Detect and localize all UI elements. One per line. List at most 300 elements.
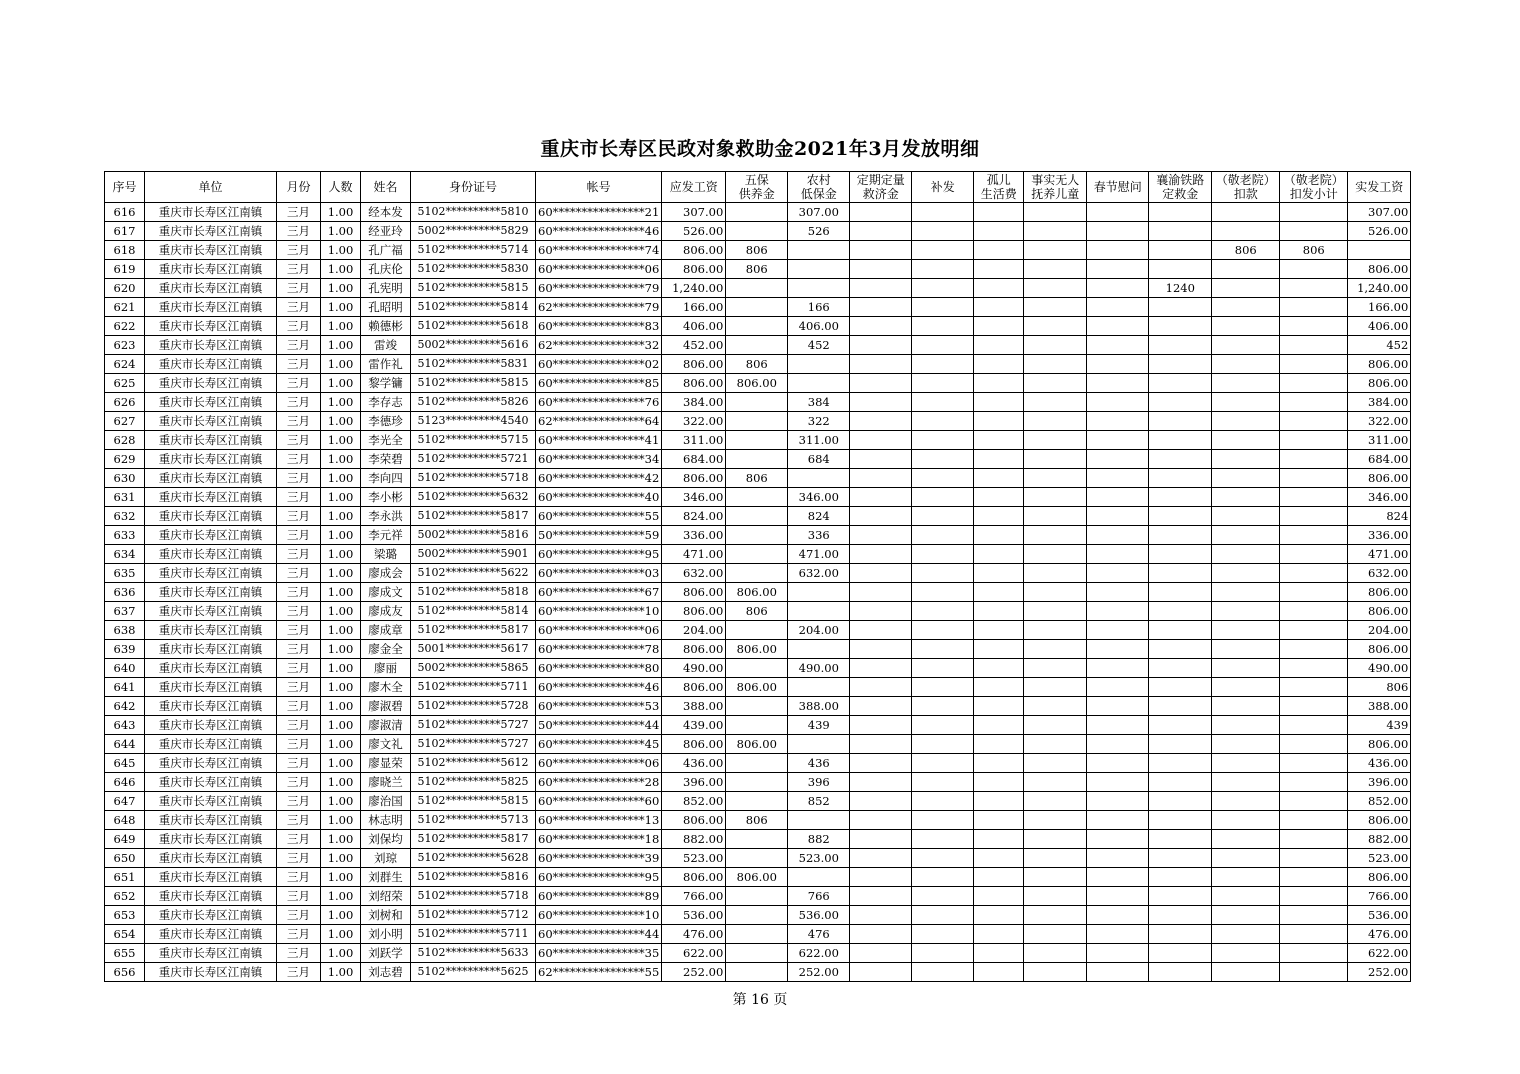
- cell-guer: [974, 906, 1024, 925]
- cell-id-number: 5102**********5826: [411, 393, 536, 412]
- cell-guer: [974, 260, 1024, 279]
- cell-dibao: [788, 868, 850, 887]
- column-header-xiangyu: 襄渝铁路 定救金: [1149, 172, 1212, 203]
- cell-shishi: [1024, 868, 1087, 887]
- cell-dingqi: [850, 868, 912, 887]
- cell-dibao: 439: [788, 716, 850, 735]
- cell-wubao: [726, 336, 788, 355]
- column-header-wubao: 五保 供养金: [726, 172, 788, 203]
- cell-xiangyu: [1149, 773, 1212, 792]
- cell-payable: 322.00: [662, 412, 726, 431]
- cell-id-number: 5102**********5814: [411, 298, 536, 317]
- cell-actual: 806.00: [1348, 374, 1411, 393]
- cell-actual: 452: [1348, 336, 1411, 355]
- cell-unit: 重庆市长寿区江南镇: [145, 203, 277, 222]
- cell-wubao: [726, 526, 788, 545]
- cell-shishi: [1024, 393, 1087, 412]
- cell-name: 雷竣: [361, 336, 411, 355]
- cell-dibao: 452: [788, 336, 850, 355]
- cell-bufa: [912, 298, 974, 317]
- cell-shishi: [1024, 640, 1087, 659]
- cell-deduct-subtotal: [1280, 735, 1348, 754]
- cell-deduct: [1212, 640, 1280, 659]
- cell-dingqi: [850, 317, 912, 336]
- cell-count: 1.00: [321, 317, 361, 336]
- cell-index: 630: [105, 469, 145, 488]
- cell-payable: 806.00: [662, 602, 726, 621]
- cell-name: 李小彬: [361, 488, 411, 507]
- cell-actual: 204.00: [1348, 621, 1411, 640]
- table-row: [105, 640, 1411, 659]
- cell-dingqi: [850, 906, 912, 925]
- cell-guer: [974, 659, 1024, 678]
- cell-count: 1.00: [321, 222, 361, 241]
- cell-dingqi: [850, 203, 912, 222]
- column-header-name: 姓名: [361, 172, 411, 203]
- payment-table: [104, 171, 1411, 982]
- cell-xiangyu: [1149, 944, 1212, 963]
- cell-account: 60****************06: [536, 260, 662, 279]
- cell-wubao: [726, 222, 788, 241]
- cell-bufa: [912, 887, 974, 906]
- cell-chunjie: [1087, 621, 1149, 640]
- cell-count: 1.00: [321, 393, 361, 412]
- cell-name: 李德珍: [361, 412, 411, 431]
- cell-unit: 重庆市长寿区江南镇: [145, 887, 277, 906]
- cell-actual: 1,240.00: [1348, 279, 1411, 298]
- cell-dibao: 388.00: [788, 697, 850, 716]
- cell-dingqi: [850, 621, 912, 640]
- cell-id-number: 5002**********5829: [411, 222, 536, 241]
- cell-wubao: [726, 659, 788, 678]
- cell-month: 三月: [277, 716, 321, 735]
- cell-deduct: [1212, 545, 1280, 564]
- cell-index: 633: [105, 526, 145, 545]
- cell-name: 林志明: [361, 811, 411, 830]
- cell-chunjie: [1087, 412, 1149, 431]
- cell-bufa: [912, 203, 974, 222]
- cell-deduct: [1212, 887, 1280, 906]
- cell-guer: [974, 697, 1024, 716]
- cell-payable: 622.00: [662, 944, 726, 963]
- cell-deduct: [1212, 659, 1280, 678]
- cell-month: 三月: [277, 735, 321, 754]
- cell-count: 1.00: [321, 697, 361, 716]
- cell-id-number: 5002**********5901: [411, 545, 536, 564]
- cell-deduct: [1212, 336, 1280, 355]
- cell-shishi: [1024, 412, 1087, 431]
- table-row: [105, 222, 1411, 241]
- cell-unit: 重庆市长寿区江南镇: [145, 298, 277, 317]
- cell-bufa: [912, 754, 974, 773]
- cell-month: 三月: [277, 450, 321, 469]
- document-title: 重庆市长寿区民政对象救助金2021年3月发放明细: [540, 138, 980, 160]
- cell-bufa: [912, 583, 974, 602]
- cell-unit: 重庆市长寿区江南镇: [145, 830, 277, 849]
- cell-month: 三月: [277, 887, 321, 906]
- cell-deduct-subtotal: [1280, 412, 1348, 431]
- cell-guer: [974, 602, 1024, 621]
- cell-count: 1.00: [321, 431, 361, 450]
- cell-guer: [974, 830, 1024, 849]
- cell-dingqi: [850, 222, 912, 241]
- cell-bufa: [912, 241, 974, 260]
- cell-deduct: [1212, 830, 1280, 849]
- cell-unit: 重庆市长寿区江南镇: [145, 241, 277, 260]
- cell-index: 640: [105, 659, 145, 678]
- cell-guer: [974, 583, 1024, 602]
- cell-unit: 重庆市长寿区江南镇: [145, 260, 277, 279]
- cell-unit: 重庆市长寿区江南镇: [145, 469, 277, 488]
- cell-deduct-subtotal: [1280, 602, 1348, 621]
- cell-unit: 重庆市长寿区江南镇: [145, 355, 277, 374]
- cell-shishi: [1024, 222, 1087, 241]
- cell-guer: [974, 754, 1024, 773]
- cell-bufa: [912, 944, 974, 963]
- cell-month: 三月: [277, 374, 321, 393]
- cell-dingqi: [850, 336, 912, 355]
- cell-name: 廖治国: [361, 792, 411, 811]
- cell-chunjie: [1087, 659, 1149, 678]
- cell-bufa: [912, 336, 974, 355]
- table-body: [105, 203, 1411, 982]
- cell-index: 638: [105, 621, 145, 640]
- cell-month: 三月: [277, 526, 321, 545]
- cell-index: 627: [105, 412, 145, 431]
- cell-name: 廖晓兰: [361, 773, 411, 792]
- cell-actual: 622.00: [1348, 944, 1411, 963]
- cell-unit: 重庆市长寿区江南镇: [145, 906, 277, 925]
- cell-chunjie: [1087, 431, 1149, 450]
- cell-wubao: 806.00: [726, 868, 788, 887]
- cell-guer: [974, 716, 1024, 735]
- cell-index: 642: [105, 697, 145, 716]
- cell-deduct: [1212, 488, 1280, 507]
- column-header-bufa: 补发: [912, 172, 974, 203]
- cell-name: 李存志: [361, 393, 411, 412]
- cell-name: 廖淑碧: [361, 697, 411, 716]
- cell-xiangyu: [1149, 526, 1212, 545]
- cell-index: 631: [105, 488, 145, 507]
- cell-bufa: [912, 640, 974, 659]
- cell-index: 641: [105, 678, 145, 697]
- table-row: [105, 621, 1411, 640]
- cell-id-number: 5102**********5618: [411, 317, 536, 336]
- table-row: [105, 203, 1411, 222]
- cell-actual: 806.00: [1348, 640, 1411, 659]
- cell-chunjie: [1087, 222, 1149, 241]
- cell-dibao: 476: [788, 925, 850, 944]
- cell-index: 625: [105, 374, 145, 393]
- cell-deduct-subtotal: [1280, 564, 1348, 583]
- cell-bufa: [912, 849, 974, 868]
- cell-payable: 766.00: [662, 887, 726, 906]
- cell-dibao: 204.00: [788, 621, 850, 640]
- cell-dingqi: [850, 298, 912, 317]
- cell-actual: 523.00: [1348, 849, 1411, 868]
- cell-deduct: [1212, 355, 1280, 374]
- cell-count: 1.00: [321, 735, 361, 754]
- cell-month: 三月: [277, 925, 321, 944]
- cell-payable: 384.00: [662, 393, 726, 412]
- cell-count: 1.00: [321, 678, 361, 697]
- cell-index: 655: [105, 944, 145, 963]
- cell-chunjie: [1087, 792, 1149, 811]
- cell-unit: 重庆市长寿区江南镇: [145, 849, 277, 868]
- cell-deduct: 806: [1212, 241, 1280, 260]
- cell-dingqi: [850, 944, 912, 963]
- cell-actual: 536.00: [1348, 906, 1411, 925]
- cell-month: 三月: [277, 241, 321, 260]
- cell-deduct: [1212, 469, 1280, 488]
- cell-bufa: [912, 279, 974, 298]
- table-row: [105, 697, 1411, 716]
- cell-dibao: [788, 678, 850, 697]
- cell-unit: 重庆市长寿区江南镇: [145, 222, 277, 241]
- cell-chunjie: [1087, 393, 1149, 412]
- cell-wubao: 806.00: [726, 735, 788, 754]
- cell-deduct: [1212, 374, 1280, 393]
- table-row: [105, 355, 1411, 374]
- cell-month: 三月: [277, 488, 321, 507]
- cell-wubao: 806: [726, 241, 788, 260]
- cell-name: 廖显荣: [361, 754, 411, 773]
- cell-id-number: 5102**********5728: [411, 697, 536, 716]
- cell-id-number: 5102**********5818: [411, 583, 536, 602]
- cell-month: 三月: [277, 678, 321, 697]
- cell-guer: [974, 849, 1024, 868]
- cell-guer: [974, 203, 1024, 222]
- cell-actual: 806.00: [1348, 355, 1411, 374]
- cell-id-number: 5102**********5817: [411, 507, 536, 526]
- cell-dingqi: [850, 963, 912, 982]
- cell-index: 649: [105, 830, 145, 849]
- cell-index: 648: [105, 811, 145, 830]
- cell-payable: 490.00: [662, 659, 726, 678]
- cell-account: 60****************46: [536, 678, 662, 697]
- cell-chunjie: [1087, 317, 1149, 336]
- table-header-row: [105, 172, 1411, 203]
- cell-wubao: 806: [726, 260, 788, 279]
- cell-payable: 806.00: [662, 735, 726, 754]
- cell-xiangyu: [1149, 488, 1212, 507]
- cell-guer: [974, 241, 1024, 260]
- cell-chunjie: [1087, 507, 1149, 526]
- cell-id-number: 5102**********5817: [411, 830, 536, 849]
- cell-bufa: [912, 773, 974, 792]
- cell-account: 60****************21: [536, 203, 662, 222]
- cell-deduct-subtotal: [1280, 222, 1348, 241]
- cell-index: 647: [105, 792, 145, 811]
- cell-account: 50****************59: [536, 526, 662, 545]
- cell-chunjie: [1087, 773, 1149, 792]
- cell-deduct: [1212, 773, 1280, 792]
- cell-actual: 684.00: [1348, 450, 1411, 469]
- cell-name: 李光全: [361, 431, 411, 450]
- cell-dibao: [788, 260, 850, 279]
- cell-deduct-subtotal: [1280, 298, 1348, 317]
- cell-deduct-subtotal: [1280, 355, 1348, 374]
- cell-shishi: [1024, 906, 1087, 925]
- cell-dibao: 307.00: [788, 203, 850, 222]
- cell-account: 60****************13: [536, 811, 662, 830]
- cell-dibao: 336: [788, 526, 850, 545]
- cell-id-number: 5102**********5718: [411, 887, 536, 906]
- cell-chunjie: [1087, 260, 1149, 279]
- cell-index: 635: [105, 564, 145, 583]
- cell-name: 廖成文: [361, 583, 411, 602]
- cell-id-number: 5102**********5830: [411, 260, 536, 279]
- cell-payable: 471.00: [662, 545, 726, 564]
- cell-dingqi: [850, 925, 912, 944]
- cell-guer: [974, 564, 1024, 583]
- cell-actual: 824: [1348, 507, 1411, 526]
- cell-wubao: 806: [726, 469, 788, 488]
- table-row: [105, 583, 1411, 602]
- cell-id-number: 5102**********5711: [411, 678, 536, 697]
- cell-name: 李荣碧: [361, 450, 411, 469]
- cell-index: 616: [105, 203, 145, 222]
- cell-payable: 806.00: [662, 355, 726, 374]
- cell-id-number: 5102**********5718: [411, 469, 536, 488]
- cell-unit: 重庆市长寿区江南镇: [145, 716, 277, 735]
- cell-month: 三月: [277, 849, 321, 868]
- cell-wubao: 806.00: [726, 678, 788, 697]
- cell-id-number: 5002**********5616: [411, 336, 536, 355]
- cell-xiangyu: [1149, 925, 1212, 944]
- cell-deduct-subtotal: [1280, 260, 1348, 279]
- cell-chunjie: [1087, 697, 1149, 716]
- cell-shishi: [1024, 811, 1087, 830]
- cell-index: 654: [105, 925, 145, 944]
- cell-bufa: [912, 317, 974, 336]
- cell-dibao: 684: [788, 450, 850, 469]
- cell-wubao: [726, 887, 788, 906]
- cell-account: 60****************10: [536, 906, 662, 925]
- cell-unit: 重庆市长寿区江南镇: [145, 659, 277, 678]
- cell-dibao: [788, 279, 850, 298]
- cell-unit: 重庆市长寿区江南镇: [145, 526, 277, 545]
- cell-deduct: [1212, 450, 1280, 469]
- cell-name: 孔昭明: [361, 298, 411, 317]
- cell-account: 60****************95: [536, 545, 662, 564]
- cell-index: 623: [105, 336, 145, 355]
- table-row: [105, 298, 1411, 317]
- cell-shishi: [1024, 374, 1087, 393]
- cell-account: 60****************80: [536, 659, 662, 678]
- cell-wubao: [726, 450, 788, 469]
- cell-count: 1.00: [321, 887, 361, 906]
- cell-wubao: [726, 792, 788, 811]
- cell-month: 三月: [277, 963, 321, 982]
- cell-id-number: 5102**********5622: [411, 564, 536, 583]
- cell-deduct-subtotal: [1280, 583, 1348, 602]
- cell-id-number: 5102**********5714: [411, 241, 536, 260]
- cell-deduct-subtotal: [1280, 678, 1348, 697]
- cell-deduct: [1212, 203, 1280, 222]
- cell-chunjie: [1087, 450, 1149, 469]
- cell-wubao: [726, 716, 788, 735]
- cell-dibao: 622.00: [788, 944, 850, 963]
- table-row: [105, 773, 1411, 792]
- cell-count: 1.00: [321, 545, 361, 564]
- table-row: [105, 754, 1411, 773]
- cell-month: 三月: [277, 773, 321, 792]
- cell-deduct-subtotal: [1280, 431, 1348, 450]
- cell-guer: [974, 222, 1024, 241]
- cell-chunjie: [1087, 811, 1149, 830]
- cell-actual: 346.00: [1348, 488, 1411, 507]
- cell-index: 617: [105, 222, 145, 241]
- cell-guer: [974, 545, 1024, 564]
- cell-actual: 322.00: [1348, 412, 1411, 431]
- cell-count: 1.00: [321, 754, 361, 773]
- cell-wubao: 806: [726, 355, 788, 374]
- cell-id-number: 5102**********5815: [411, 374, 536, 393]
- cell-xiangyu: [1149, 260, 1212, 279]
- cell-payable: 806.00: [662, 260, 726, 279]
- cell-index: 624: [105, 355, 145, 374]
- cell-account: 60****************44: [536, 925, 662, 944]
- cell-payable: 406.00: [662, 317, 726, 336]
- cell-month: 三月: [277, 868, 321, 887]
- cell-deduct-subtotal: [1280, 868, 1348, 887]
- cell-bufa: [912, 507, 974, 526]
- cell-index: 628: [105, 431, 145, 450]
- cell-actual: 806.00: [1348, 602, 1411, 621]
- cell-deduct: [1212, 678, 1280, 697]
- cell-dingqi: [850, 374, 912, 393]
- cell-payable: 632.00: [662, 564, 726, 583]
- cell-wubao: [726, 431, 788, 450]
- cell-deduct: [1212, 944, 1280, 963]
- cell-name: 廖淑清: [361, 716, 411, 735]
- cell-bufa: [912, 260, 974, 279]
- cell-id-number: 5102**********5633: [411, 944, 536, 963]
- cell-payable: 476.00: [662, 925, 726, 944]
- cell-chunjie: [1087, 849, 1149, 868]
- cell-count: 1.00: [321, 621, 361, 640]
- cell-deduct-subtotal: [1280, 450, 1348, 469]
- cell-wubao: [726, 317, 788, 336]
- cell-xiangyu: [1149, 336, 1212, 355]
- cell-wubao: [726, 412, 788, 431]
- cell-month: 三月: [277, 412, 321, 431]
- cell-shishi: [1024, 450, 1087, 469]
- cell-unit: 重庆市长寿区江南镇: [145, 602, 277, 621]
- cell-name: 梁璐: [361, 545, 411, 564]
- cell-account: 60****************53: [536, 697, 662, 716]
- table-row: [105, 412, 1411, 431]
- cell-actual: 806.00: [1348, 868, 1411, 887]
- cell-chunjie: [1087, 203, 1149, 222]
- cell-actual: 307.00: [1348, 203, 1411, 222]
- cell-dibao: 523.00: [788, 849, 850, 868]
- cell-dingqi: [850, 754, 912, 773]
- cell-deduct: [1212, 792, 1280, 811]
- cell-deduct-subtotal: 806: [1280, 241, 1348, 260]
- cell-account: 60****************45: [536, 735, 662, 754]
- cell-xiangyu: [1149, 697, 1212, 716]
- cell-xiangyu: [1149, 735, 1212, 754]
- cell-index: 646: [105, 773, 145, 792]
- column-header-shishi: 事实无人 抚养儿童: [1024, 172, 1087, 203]
- cell-count: 1.00: [321, 260, 361, 279]
- cell-dingqi: [850, 507, 912, 526]
- cell-count: 1.00: [321, 925, 361, 944]
- cell-xiangyu: [1149, 754, 1212, 773]
- cell-deduct-subtotal: [1280, 640, 1348, 659]
